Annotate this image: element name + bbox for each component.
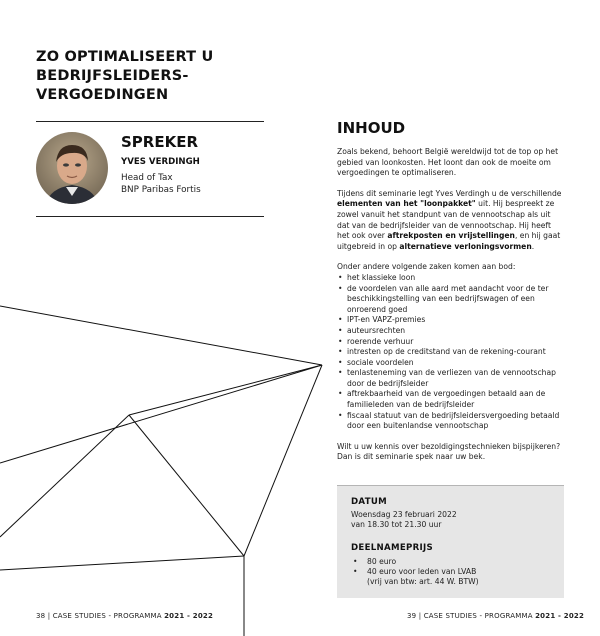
- speaker-role: [121, 172, 201, 196]
- list-item: • intresten op de creditstand van de rekening-courant: [337, 347, 565, 358]
- decor-line: [129, 365, 322, 415]
- decor-line: [0, 415, 129, 537]
- topic-list: [337, 273, 565, 432]
- list-item: • fiscaal statuut van de bedrijfsleidersvergoeding betaald door een buitenlandse vennootschap: [337, 411, 565, 432]
- list-item: • sociale voordelen: [337, 358, 565, 369]
- list-item: • het klassieke loon: [337, 273, 565, 284]
- list-item: • de voordelen van alle aard met aandacht voor de ter beschikkingstelling van een bedrijfswagen of een onroerend goed: [337, 284, 565, 316]
- avatar: [36, 132, 108, 204]
- description-paragraph: Tijdens dit seminarie legt Yves Verdingh u de verschillende elementen van het "loonpakket" uit. Hij bespreekt ze zowel vanuit het standpunt van de vennootschap als uit dat van de bedrijfsleider van de vennootschap. Hij heeft het ook over aftrekposten en vrijstellingen, en hij gaat uitgebreid in op alternatieve verloningsvormen.: [337, 188, 562, 251]
- decor-line: [0, 306, 322, 365]
- divider-top: [36, 121, 264, 122]
- highlight-aftrekposten: aftrekposten en vrijstellingen: [387, 231, 515, 241]
- footer-left: 38 | CASE STUDIES - PROGRAMMA 2021 - 2022: [36, 612, 214, 620]
- price-note: (vrij van btw: art. 44 W. BTW): [367, 577, 479, 586]
- highlight-loonpakket: elementen van het "loonpakket": [337, 199, 476, 209]
- divider-bottom: [36, 216, 264, 217]
- list-item: • IPT-en VAPZ-premies: [337, 315, 565, 326]
- list-item: • auteursrechten: [337, 326, 565, 337]
- footer-right: 39 | CASE STUDIES - PROGRAMMA 2021 - 2022: [407, 612, 585, 620]
- decor-line: [0, 556, 244, 570]
- date-line: Woensdag 23 februari 2022: [351, 510, 457, 519]
- price-list: [351, 557, 551, 587]
- content-heading: INHOUD: [337, 119, 406, 137]
- decor-line: [129, 415, 244, 556]
- speaker-name: YVES VERDINGH: [121, 157, 200, 167]
- speaker-heading: SPREKER: [121, 133, 199, 151]
- intro-paragraph: Zoals bekend, behoort België wereldwijd tot de top op het gebied van loonkosten. Het loont dan ook de moeite om vergoedingen te optimaliseren.: [337, 147, 559, 178]
- content-column: [337, 119, 565, 473]
- list-item: • aftrekbaarheid van de vergoedingen betaald aan de familieleden van de bedrijfsleider: [337, 389, 565, 410]
- speaker-role-line: Head of Tax: [121, 173, 173, 183]
- info-box: [337, 485, 564, 598]
- decor-line: [0, 365, 322, 463]
- list-item: • tenlasteneming van de verliezen van de vennootschap door de bedrijfsleider: [337, 368, 565, 389]
- price-item: • 40 euro voor leden van LVAB: [351, 567, 551, 577]
- date-heading: DATUM: [351, 497, 388, 507]
- decor-line: [244, 365, 322, 556]
- list-intro: Onder andere volgende zaken komen aan bod:: [337, 262, 516, 272]
- price-heading: DEELNAMEPRIJS: [351, 543, 434, 553]
- page-title: ZO OPTIMALISEERT U BEDRIJFSLEIDERS-VERGOEDINGEN: [36, 49, 214, 103]
- time-line: van 18.30 tot 21.30 uur: [351, 520, 442, 529]
- price-item: • 80 euro: [351, 557, 551, 567]
- closing-paragraph: Wilt u uw kennis over bezoldigingstechnieken bijspijkeren? Dan is dit seminarie spek naar uw bek.: [337, 441, 561, 462]
- list-item: • roerende verhuur: [337, 337, 565, 348]
- speaker-company: BNP Paribas Fortis: [121, 185, 201, 195]
- highlight-verloningsvormen: alternatieve verloningsvormen: [399, 241, 532, 251]
